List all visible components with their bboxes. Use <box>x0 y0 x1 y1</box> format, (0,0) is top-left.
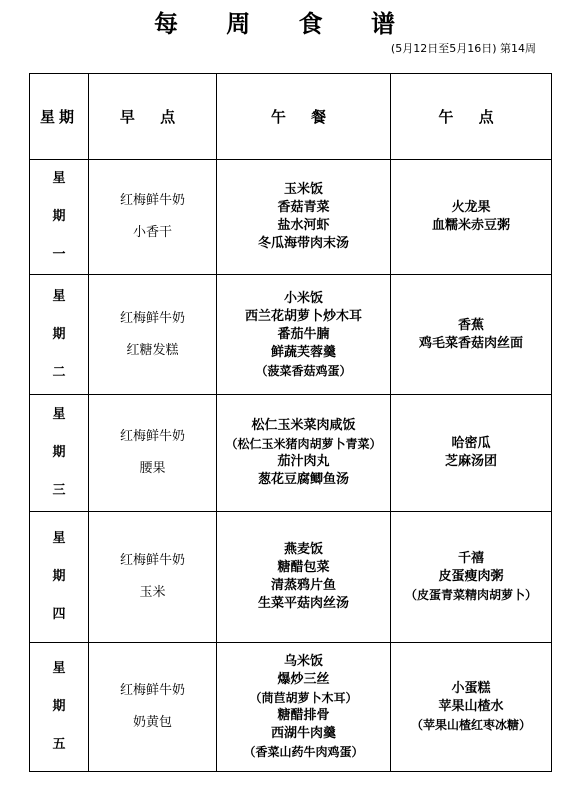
day-row <box>30 512 552 643</box>
lunch-item: （茼苣胡萝卜木耳） <box>249 691 358 705</box>
lunch-item: 燕麦饭 <box>283 542 323 557</box>
day-row <box>30 643 552 772</box>
snack-item: （皮蛋青菜精肉胡萝卜） <box>404 588 537 602</box>
lunch-cell <box>217 643 391 772</box>
snack-item: 火龙果 <box>451 200 491 215</box>
lunch-item: 清蒸鸦片鱼 <box>270 578 336 593</box>
snack-cell <box>391 395 552 512</box>
lunch-item: 鲜蔬芙蓉羹 <box>270 344 336 360</box>
breakfast-item: 红梅鲜牛奶 <box>119 553 185 568</box>
day-row <box>30 395 552 512</box>
header-lunch: 午 餐 <box>217 74 391 160</box>
snack-item: 血糯米赤豆粥 <box>431 218 510 233</box>
lunch-item: 西湖牛肉羹 <box>270 726 336 741</box>
snack-item: 芝麻汤团 <box>444 454 497 469</box>
day-row <box>30 275 552 395</box>
breakfast-cell <box>89 160 217 275</box>
snack-item: 鸡毛菜香菇肉丝面 <box>418 335 523 351</box>
weekday-cell <box>30 160 89 275</box>
lunch-cell <box>217 512 391 643</box>
breakfast-cell <box>89 395 217 512</box>
lunch-item: 乌米饭 <box>283 654 323 669</box>
weekday-char: 星 <box>52 171 66 186</box>
page-title: 每 周 食 谱 <box>153 9 416 38</box>
snack-item: 哈密瓜 <box>451 436 491 451</box>
lunch-item: （松仁玉米猪肉胡萝卜青菜） <box>225 437 382 451</box>
snack-item: 香蕉 <box>457 317 484 333</box>
breakfast-item: 小香干 <box>132 225 172 240</box>
breakfast-item: 红梅鲜牛奶 <box>119 683 185 698</box>
breakfast-cell <box>89 643 217 772</box>
header-weekday: 星期 <box>30 74 89 160</box>
weekday-char: 期 <box>52 326 66 342</box>
snack-cell <box>391 643 552 772</box>
snack-item: （苹果山楂红枣冰糖） <box>410 718 531 732</box>
breakfast-item: 奶黄包 <box>132 715 172 730</box>
lunch-item: 冬瓜海带肉末汤 <box>257 236 349 251</box>
weekday-cell <box>30 395 89 512</box>
weekday-char: 期 <box>52 445 66 460</box>
weekday-cell <box>30 643 89 772</box>
day-row <box>30 160 552 275</box>
snack-item: 小蛋糕 <box>451 681 491 696</box>
lunch-item: 松仁玉米菜肉咸饭 <box>251 418 356 433</box>
breakfast-cell <box>89 512 217 643</box>
breakfast-item: 红糖发糕 <box>126 342 179 358</box>
weekday-char: 星 <box>52 407 66 422</box>
weekday-char: 星 <box>52 531 66 546</box>
lunch-item: 小米饭 <box>283 290 323 306</box>
weekday-char: 星 <box>52 661 66 676</box>
weekday-char: 四 <box>52 607 66 622</box>
breakfast-cell <box>89 275 217 395</box>
header-breakfast: 早 点 <box>89 74 217 160</box>
weekday-char: 期 <box>52 209 66 224</box>
lunch-item: 西兰花胡萝卜炒木耳 <box>244 308 362 324</box>
snack-cell <box>391 512 552 643</box>
header-row <box>30 74 552 160</box>
snack-cell <box>391 160 552 275</box>
snack-item: 千禧 <box>457 551 484 566</box>
lunch-item: 糖醋排骨 <box>277 708 330 723</box>
weekday-char: 期 <box>52 569 66 584</box>
breakfast-item: 红梅鲜牛奶 <box>119 193 185 208</box>
weekday-char: 星 <box>52 288 66 304</box>
lunch-item: 糖醋包菜 <box>277 560 330 575</box>
breakfast-item: 腰果 <box>139 461 166 476</box>
lunch-item: （菠菜香菇鸡蛋） <box>255 363 352 378</box>
snack-cell <box>391 275 552 395</box>
lunch-item: （香菜山药牛肉鸡蛋） <box>243 745 364 759</box>
breakfast-item: 红梅鲜牛奶 <box>119 310 185 326</box>
lunch-item: 生菜平菇肉丝汤 <box>257 596 349 611</box>
breakfast-item: 玉米 <box>139 585 166 600</box>
breakfast-item: 红梅鲜牛奶 <box>119 429 185 444</box>
weekday-char: 一 <box>52 247 66 262</box>
lunch-cell <box>217 395 391 512</box>
weekday-char: 二 <box>52 364 66 380</box>
weekday-char: 五 <box>52 737 66 752</box>
lunch-item: 盐水河虾 <box>277 218 330 233</box>
lunch-item: 玉米饭 <box>283 182 323 197</box>
snack-item: 皮蛋瘦肉粥 <box>438 569 504 584</box>
weekday-char: 三 <box>52 483 66 498</box>
lunch-item: 番茄牛腩 <box>277 326 330 342</box>
weekday-cell <box>30 512 89 643</box>
header-snack: 午 点 <box>391 74 552 160</box>
lunch-cell <box>217 275 391 395</box>
weekday-char: 期 <box>52 699 66 714</box>
lunch-item: 茄汁肉丸 <box>277 454 330 469</box>
lunch-item: 爆炒三丝 <box>277 672 330 687</box>
snack-item: 苹果山楂水 <box>438 699 504 714</box>
lunch-item: 香菇青菜 <box>277 200 330 215</box>
date-range-subtitle: (5月12日至5月16日) 第14周 <box>390 42 536 55</box>
weekday-cell <box>30 275 89 395</box>
lunch-cell <box>217 160 391 275</box>
lunch-item: 葱花豆腐鲫鱼汤 <box>257 472 349 487</box>
weekly-menu-table <box>29 73 552 772</box>
